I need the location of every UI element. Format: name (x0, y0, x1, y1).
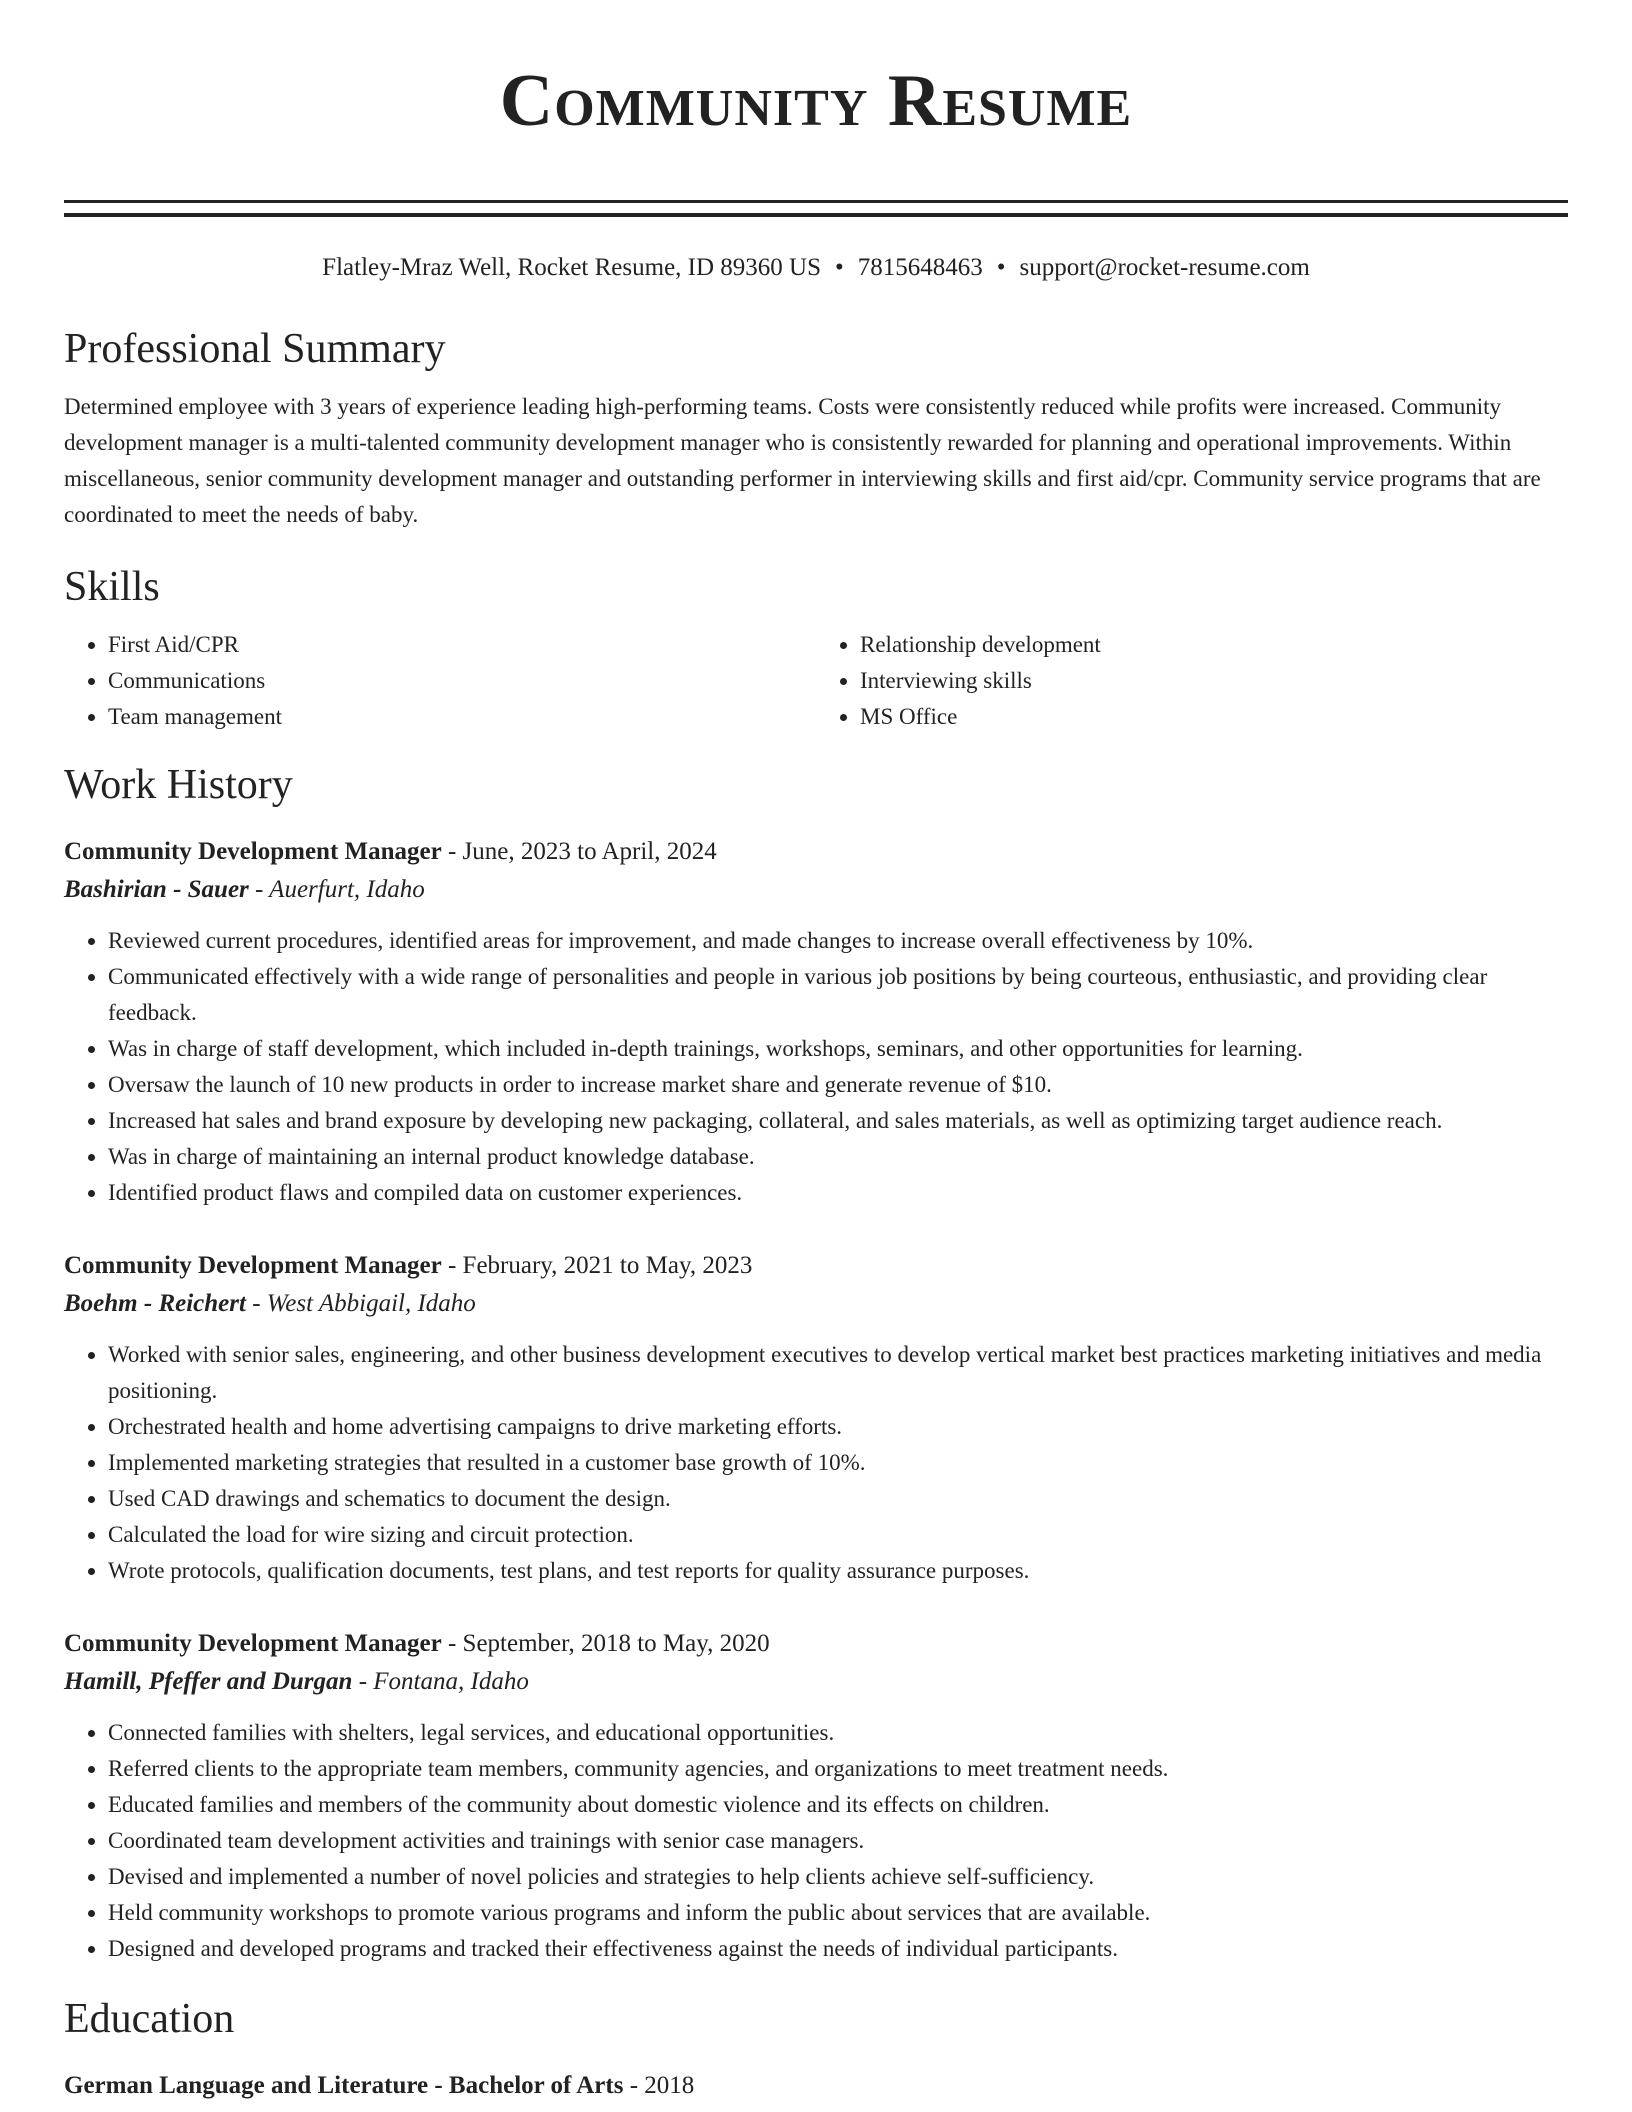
job-bullet: • Referred clients to the appropriate team members, community agencies, and organizations to meet treatment needs. (108, 1751, 1568, 1787)
contact-separator: • (835, 254, 844, 281)
company-location: - Fontana, Idaho (352, 1668, 529, 1695)
job-bullets (64, 1337, 1568, 1589)
company-location: - Auerfurt, Idaho (248, 876, 425, 903)
job-bullet: • Designed and developed programs and tracked their effectiveness against the needs of individual participants. (108, 1931, 1568, 1967)
skill-item: • MS Office (860, 699, 1568, 735)
skill-item: • Communications (108, 663, 816, 699)
skill-item: • Interviewing skills (860, 663, 1568, 699)
education-heading: Education (64, 1996, 235, 2042)
job-title: Community Development Manager (64, 838, 442, 865)
skills-list-left (64, 627, 816, 735)
skills-grid (64, 627, 1568, 735)
job-title-line (64, 1247, 1568, 1285)
summary-heading: Professional Summary (64, 326, 446, 372)
job-bullet: • Orchestrated health and home advertising campaigns to drive marketing efforts. (108, 1409, 1568, 1445)
company-line (64, 1285, 1568, 1323)
job-title-line (64, 833, 1568, 871)
company-name: Bashirian - Sauer (64, 876, 249, 903)
job-bullet: • Increased hat sales and brand exposure by developing new packaging, collateral, and sales materials, as well as optimizing target audience reach. (108, 1103, 1568, 1139)
company-name: Hamill, Pfeffer and Durgan (64, 1668, 353, 1695)
job-dates: - June, 2023 to April, 2024 (441, 838, 717, 865)
company-line (64, 1663, 1568, 1701)
company-name: Boehm - Reichert (64, 1290, 246, 1317)
job-title: Community Development Manager (64, 1252, 442, 1279)
job-title: Community Development Manager (64, 1630, 442, 1657)
job-bullet: • Was in charge of staff development, which included in-depth trainings, workshops, seminars, and other opportunities for learning. (108, 1031, 1568, 1067)
page-title: Community Resume (499, 60, 1133, 142)
contact-line (64, 251, 1568, 285)
job-bullet: • Calculated the load for wire sizing and circuit protection. (108, 1517, 1568, 1553)
contact-address: Flatley-Mraz Well, Rocket Resume, ID 89360 US (322, 254, 821, 281)
education-degree: German Language and Literature - Bachelor of Arts (64, 2072, 624, 2099)
job-bullet: • Devised and implemented a number of novel policies and strategies to help clients achieve self-sufficiency. (108, 1859, 1568, 1895)
job-dates: - February, 2021 to May, 2023 (441, 1252, 753, 1279)
job-bullets (64, 923, 1568, 1211)
job-entry (64, 1247, 1568, 1589)
summary-text: Determined employee with 3 years of experience leading high-performing teams. Costs were consistently reduced while profits were increased. Community development manager is a multi-talented community development manager who is consistently rewarded for planning and operational improvements. Within miscellaneous, senior community development manager and outstanding performer in interviewing skills and first aid/cpr. Community service programs that are coordinated to meet the needs of baby. (64, 394, 1541, 527)
education-year: - 2018 (623, 2072, 695, 2099)
skills-heading: Skills (64, 564, 160, 610)
skill-item: • Relationship development (860, 627, 1568, 663)
job-bullet: • Oversaw the launch of 10 new products in order to increase market share and generate revenue of $10. (108, 1067, 1568, 1103)
job-bullet: • Was in charge of maintaining an internal product knowledge database. (108, 1139, 1568, 1175)
job-bullet: • Held community workshops to promote various programs and inform the public about services that are available. (108, 1895, 1568, 1931)
job-bullet: • Wrote protocols, qualification documents, test plans, and test reports for quality assurance purposes. (108, 1553, 1568, 1589)
education-entry (64, 2067, 1568, 2105)
contact-separator: • (996, 254, 1006, 281)
skill-item: • First Aid/CPR (108, 627, 816, 663)
job-bullet: • Implemented marketing strategies that resulted in a customer base growth of 10%. (108, 1445, 1568, 1481)
job-bullet: • Connected families with shelters, legal services, and educational opportunities. (108, 1715, 1568, 1751)
skills-list-right (816, 627, 1568, 735)
work-history-heading: Work History (64, 762, 293, 808)
job-entry (64, 833, 1568, 1211)
job-bullet: • Worked with senior sales, engineering, and other business development executives to develop vertical market best practices marketing initiatives and media positioning. (108, 1337, 1568, 1409)
job-entry (64, 1625, 1568, 1967)
contact-email: support@rocket-resume.com (1019, 254, 1310, 281)
job-bullet: • Used CAD drawings and schematics to document the design. (108, 1481, 1568, 1517)
job-bullet: • Identified product flaws and compiled data on customer experiences. (108, 1175, 1568, 1211)
company-location: - West Abbigail, Idaho (245, 1290, 476, 1317)
job-bullet: • Coordinated team development activities and trainings with senior case managers. (108, 1823, 1568, 1859)
job-bullet: • Reviewed current procedures, identified areas for improvement, and made changes to increase overall effectiveness by 10%. (108, 923, 1568, 959)
job-title-line (64, 1625, 1568, 1663)
job-bullet: • Educated families and members of the community about domestic violence and its effects on children. (108, 1787, 1568, 1823)
title-divider (64, 200, 1568, 217)
job-bullet: • Communicated effectively with a wide range of personalities and people in various job positions by being courteous, enthusiastic, and providing clear feedback. (108, 959, 1568, 1031)
contact-phone: 7815648463 (857, 254, 983, 281)
job-dates: - September, 2018 to May, 2020 (441, 1630, 770, 1657)
job-bullets (64, 1715, 1568, 1967)
skill-item: • Team management (108, 699, 816, 735)
company-line (64, 871, 1568, 909)
